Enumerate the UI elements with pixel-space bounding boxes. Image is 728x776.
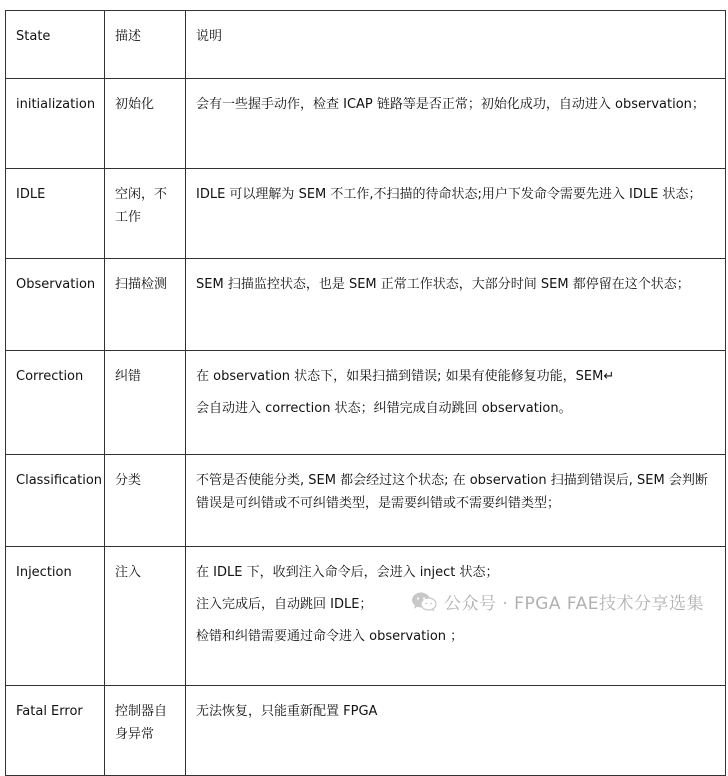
table-header-row — [6, 11, 726, 79]
header-state: State — [6, 11, 105, 79]
note-line: 无法恢复，只能重新配置 FPGA — [196, 704, 378, 719]
state-cell: Correction — [6, 351, 105, 455]
table-row — [6, 351, 726, 455]
table-row — [6, 686, 726, 776]
note-cell — [186, 169, 726, 259]
desc-cell: 空闲，不工作 — [105, 169, 186, 259]
desc-cell: 纠错 — [105, 351, 186, 455]
note-line: SEM 扫描监控状态，也是 SEM 正常工作状态，大部分时间 SEM 都停留在这个状态； — [196, 277, 690, 292]
desc-cell: 分类 — [105, 455, 186, 547]
state-cell: Injection — [6, 547, 105, 686]
note-line: 注入完成后，自动跳回 IDLE； — [196, 597, 373, 612]
note-line: 会有一些握手动作，检查 ICAP 链路等是否正常；初始化成功，自动进入 observation； — [196, 97, 705, 112]
state-cell: Classification — [6, 455, 105, 547]
desc-cell: 注入 — [105, 547, 186, 686]
table-row — [6, 169, 726, 259]
desc-cell: 初始化 — [105, 79, 186, 169]
note-cell — [186, 547, 726, 686]
state-cell: Fatal Error — [6, 686, 105, 776]
note-line: 不管是否使能分类, SEM 都会经过这个状态; 在 observation 扫描到错误后, SEM 会判断错误是可纠错或不可纠错类型，是需要纠错或不需要纠错类型； — [196, 473, 708, 511]
state-table — [5, 10, 726, 776]
header-desc: 描述 — [105, 11, 186, 79]
state-cell: initialization — [6, 79, 105, 169]
note-line: IDLE 可以理解为 SEM 不工作,不扫描的待命状态;用户下发命令需要先进入 IDLE 状态； — [196, 187, 702, 202]
wechat-icon — [411, 591, 437, 613]
table-row — [6, 455, 726, 547]
note-line: 会自动进入 correction 状态；纠错完成自动跳回 observation。 — [196, 401, 572, 416]
table-row — [6, 79, 726, 169]
note-cell — [186, 351, 726, 455]
state-cell: Observation — [6, 259, 105, 351]
watermark — [411, 589, 704, 614]
header-note: 说明 — [186, 11, 726, 79]
note-cell — [186, 686, 726, 776]
state-cell: IDLE — [6, 169, 105, 259]
note-cell — [186, 455, 726, 547]
watermark-text: 公众号 · FPGA FAE技术分享选集 — [443, 594, 704, 614]
note-line: 在 IDLE 下，收到注入命令后，会进入 inject 状态； — [196, 565, 499, 580]
note-line: 检错和纠错需要通过命令进入 observation ； — [196, 629, 464, 644]
note-line: 在 observation 状态下，如果扫描到错误; 如果有使能修复功能，SEM↵ — [196, 369, 615, 384]
table-row — [6, 259, 726, 351]
note-cell — [186, 259, 726, 351]
desc-cell: 控制器自身异常 — [105, 686, 186, 776]
desc-cell: 扫描检测 — [105, 259, 186, 351]
note-cell — [186, 79, 726, 169]
table-row — [6, 547, 726, 686]
